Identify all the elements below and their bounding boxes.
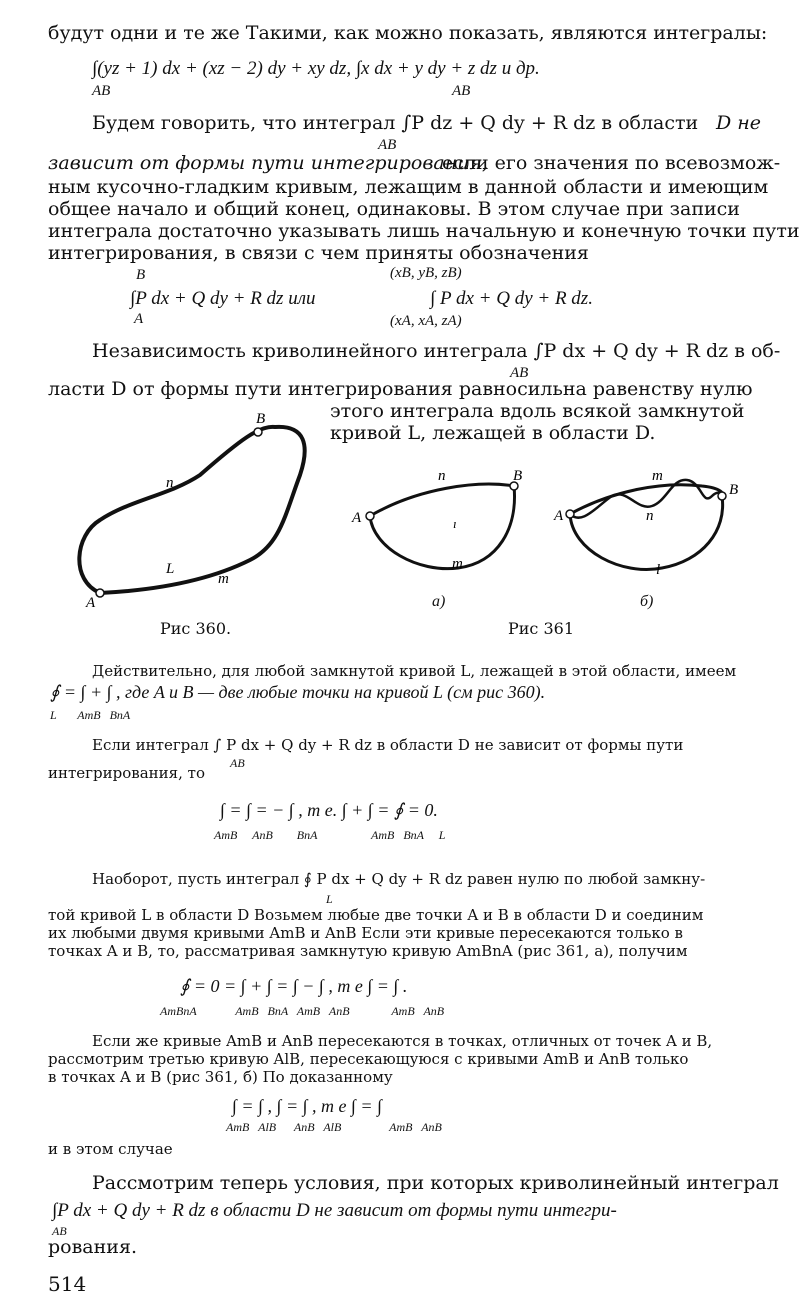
point-b-361b (718, 492, 726, 500)
notation-integral-1: ∫P dx + Q dy + R dz или (130, 288, 316, 309)
text-line-1: будут одни и те же Такими, как можно показать, являются интегралы: (48, 22, 768, 44)
curve-n-361a (370, 484, 514, 516)
text-bottom-2: ∫P dx + Q dy + R dz в области D не зависит от формы пути интегри- (52, 1200, 617, 1221)
integral-sub-ab-1: AB (92, 83, 111, 99)
integral-sub-ab-3: AB (378, 137, 397, 153)
label-a-361b: A (554, 508, 564, 524)
text-line-10: Независимость криволинейного интеграла ∫P dx + Q dy + R dz в об- (92, 340, 781, 362)
text-line-6: общее начало и общий конец, одинаковы. В этом случае при записи (48, 198, 740, 220)
text-line-13: кривой L, лежащей в области D. (330, 422, 656, 444)
notation-integral-2: ∫ P dx + Q dy + R dz. (430, 288, 593, 309)
small-text-15: и в этом случае (48, 1140, 173, 1158)
figure-361b (552, 466, 752, 591)
small-text-6: Наоборот, пусть интеграл ∮ P dx + Q dy + R dz равен нулю по любой замкну- (92, 870, 706, 888)
label-n-360: n (166, 475, 174, 491)
caption-360: Рис 360. (160, 619, 232, 638)
small-text-8: их любыми двумя кривыми AmB и AnB Если эти кривые пересекаются только в (48, 924, 684, 942)
text-line-3b: D не (716, 112, 762, 134)
label-l-361b: l (656, 562, 661, 578)
integral-sub-ab-4: AB (510, 365, 529, 381)
limit-upper-b: B (136, 267, 146, 283)
caption-361: Рис 361 (508, 619, 575, 638)
small-text-1: Действительно, для любой замкнутой кривой L, лежащей в этой области, имеем (92, 662, 737, 680)
formula-equality-1: ∫ = ∫ = − ∫ , т е. ∫ + ∫ = ∮ = 0. (220, 800, 438, 820)
formula-equality-1-sub: AmB AnB BnA AmB BnA L (214, 828, 446, 842)
small-text-3: Если интеграл ∫ P dx + Q dy + R dz в области D не зависит от формы пути (92, 736, 684, 754)
text-bottom-2-sub: AB (52, 1224, 67, 1238)
text-line-3a: Будем говорить, что интеграл ∫P dz + Q dy + R dz в области (92, 112, 699, 134)
curve-m-361a (370, 486, 515, 569)
small-text-6-sub: L (326, 892, 333, 906)
point-a-361b (566, 510, 574, 518)
label-l-360: L (166, 561, 175, 577)
formula-equality-3-sub: AmB AlB AnB AlB AmB AnB (226, 1120, 442, 1134)
limit-upper-coords: (xB, yB, zB) (390, 265, 462, 281)
definition-italic: зависит от формы пути интегрирования, (48, 152, 489, 174)
label-b-361b: B (729, 482, 739, 498)
small-text-7: той кривой L в области D Возьмем любые две точки A и B в области D и соединим (48, 906, 704, 924)
figure-361a (348, 468, 538, 588)
text-line-12: этого интеграла вдоль всякой замкнутой (330, 400, 745, 422)
formula-closed-sum: ∮ = ∫ + ∫ , где A и B — две любые точки на кривой L (см рис 360). (50, 682, 546, 702)
limit-lower-coords: (xA, xA, zA) (390, 313, 462, 329)
label-n-361b: n (646, 508, 654, 524)
label-m-361b: m (652, 468, 663, 484)
integral-sub-ab-2: AB (452, 83, 471, 99)
text-line-7: интеграла достаточно указывать лишь начальную и конечную точки пути (48, 220, 800, 242)
small-text-12: рассмотрим третью кривую AlB, пересекающуюся с кривыми AmB и AnB только (48, 1050, 689, 1068)
figure-360 (60, 405, 330, 610)
text-line-8: интегрирования, в связи с чем приняты обозначения (48, 242, 589, 264)
text-line-11: ласти D от формы пути интегрирования равносильна равенству нулю (48, 378, 753, 400)
small-text-11: Если же кривые AmB и AnB пересекаются в точках, отличных от точек A и B, (92, 1032, 713, 1050)
small-text-13: в точках A и B (рис 361, б) По доказанному (48, 1068, 393, 1086)
formula-equality-2: ∮ = 0 = ∫ + ∫ = ∫ − ∫ , т е ∫ = ∫ . (180, 976, 408, 996)
label-a-360: A (86, 595, 96, 610)
closed-curve-L (79, 427, 304, 593)
label-a-361a: A (352, 510, 362, 526)
label-b-360: B (256, 411, 266, 427)
point-a-361a (366, 512, 374, 520)
formula-equality-3: ∫ = ∫ , ∫ = ∫ , т е ∫ = ∫ (232, 1096, 383, 1116)
point-a-360 (96, 589, 104, 597)
integral-examples: ∫(yz + 1) dx + (xz − 2) dy + xy dz, ∫x dx + y dy + z dz и др. (92, 58, 540, 79)
sublabel-361b: б) (640, 593, 654, 610)
formula-equality-2-sub: AmBnA AmB BnA AmB AnB AmB AnB (160, 1004, 445, 1018)
formula-closed-sum-sub: L AmB BnA (50, 708, 131, 722)
label-b-361a: B (513, 468, 523, 484)
text-line-4b: если его значения по всевозмож- (442, 152, 781, 174)
label-i-361a: ı (453, 516, 457, 531)
text-bottom-3: рования. (48, 1236, 137, 1258)
point-b-360 (254, 428, 262, 436)
small-text-4: интегрирования, то (48, 764, 205, 782)
page-number: 514 (48, 1272, 87, 1296)
text-line-5: ным кусочно-гладким кривым, лежащим в данной области и имеющим (48, 176, 769, 198)
small-text-3-sub: AB (230, 756, 245, 770)
sublabel-361a: a) (432, 593, 446, 610)
small-text-9: точках A и B, то, рассматривая замкнутую кривую AmBnA (рис 361, a), получим (48, 942, 688, 960)
label-n-361a: n (438, 468, 446, 484)
limit-lower-a: A (134, 311, 144, 327)
text-bottom-1: Рассмотрим теперь условия, при которых криволинейный интеграл (92, 1172, 779, 1194)
label-m-361a: m (452, 556, 463, 572)
label-m-360: m (218, 571, 229, 587)
